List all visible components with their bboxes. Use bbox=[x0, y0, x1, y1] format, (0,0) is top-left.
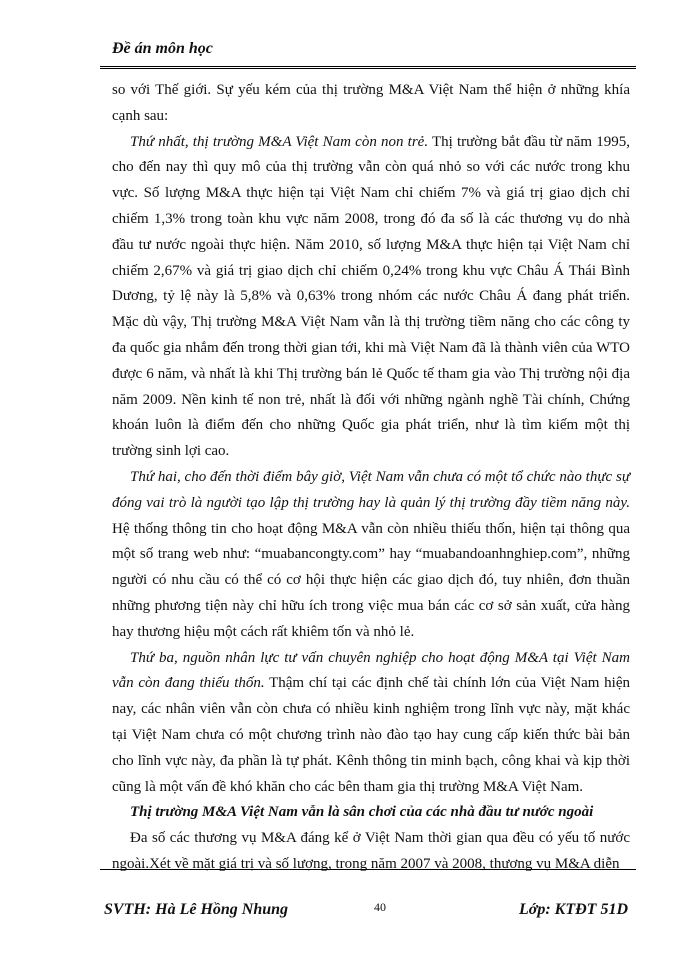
paragraph-third-point bbox=[112, 646, 630, 801]
document-body bbox=[112, 78, 630, 878]
paragraph-intro: so với Thế giới. Sự yếu kém của thị trường M&A Việt Nam thể hiện ở những khía cạnh sau: bbox=[112, 82, 630, 124]
paragraph-foreign-investors: Đa số các thương vụ M&A đáng kể ở Việt Nam thời gian qua đều có yếu tố nước ngoài.Xét về mặt giá trị và số lượng, trong năm 2007 và 2008, thương vụ M&A diễn bbox=[112, 830, 630, 872]
paragraph-second-point bbox=[112, 465, 630, 646]
second-point-text: Hệ thống thông tin cho hoạt động M&A vẫn còn nhiều thiếu thốn, hiện tại thông qua một số trang web như: “muabancongty.com” hay “muabandoanhnghiep.com”, những người có nhu cầu có thể có cơ hội thực hiện các giao dịch đó, tuy nhiên, đơn thuần những phương tiện này chỉ hữu ích trong việc mua bán các cơ sở sản xuất, cửa hàng hay thương hiệu một cách rất khiêm tốn và nhỏ lẻ. bbox=[112, 520, 630, 640]
third-point-lead: Thứ ba, nguồn nhân lực tư vấn chuyên nghiệp cho hoạt động M&A tại Việt Nam vẫn còn đang thiếu thốn. bbox=[112, 649, 630, 692]
footer-divider bbox=[100, 869, 636, 870]
footer-class: Lớp: KTĐT 51D bbox=[518, 901, 628, 918]
section-heading: Thị trường M&A Việt Nam vẫn là sân chơi của các nhà đầu tư nước ngoài bbox=[130, 804, 594, 821]
first-point-lead: Thứ nhất, thị trường M&A Việt Nam còn non trẻ. bbox=[130, 133, 429, 150]
footer-author: SVTH: Hà Lê Hồng Nhung bbox=[104, 901, 289, 918]
second-point-lead: Thứ hai, cho đến thời điểm bây giờ, Việt Nam vẫn chưa có một tổ chức nào thực sự đóng vai trò là người tạo lập thị trường hay là quản lý thị trường đầy tiềm năng này. bbox=[112, 468, 630, 511]
page-header-title: Đề án môn học bbox=[112, 40, 213, 57]
header-divider bbox=[100, 66, 636, 69]
third-point-text: Thậm chí tại các định chế tài chính lớn của Việt Nam hiện nay, các nhân viên vẫn còn chưa có nhiều kinh nghiệm trong lĩnh vực này, mặt khác tại Việt Nam chưa có một chương trình nào đào tạo hay cung cấp kiến thức bài bản cho lĩnh vực này, đa phần là tự phát. Kênh thông tin minh bạch, công khai và kịp thời cũng là một vấn đề khó khăn cho các bên tham gia thị trường M&A Việt Nam. bbox=[112, 675, 630, 795]
first-point-text: Thị trường bắt đầu từ năm 1995, cho đến nay thì quy mô của thị trường vẫn còn quá nhỏ so với các nước trong khu vực. Số lượng M&A thực hiện tại Việt Nam chỉ chiếm 7% và giá trị giao dịch chỉ chiếm 1,3% trong toàn khu vực năm 2008, trong đó đa số là các thương vụ do nhà đầu tư nước ngoài thực hiện. Năm 2010, số lượng M&A thực hiện tại Việt Nam chỉ chiếm 2,67% và giá trị giao dịch chỉ chiếm 0,24% trong khu vực Châu Á Thái Bình Dương, tỷ lệ này là 5,8% và 0,63% trong nhóm các nước Châu Á đang phát triển. Mặc dù vậy, Thị trường M&A Việt Nam vẫn là thị trường tiềm năng cho các công ty đa quốc gia nhắm đến trong thời gian tới, khi mà Việt Nam đã là thành viên của WTO được 6 năm, và nhất là khi Thị trường bán lẻ Quốc tế tham gia vào Thị trường nội địa năm 2009. Nền kinh tế non trẻ, nhất là đối với những ngành nghề Tài chính, Chứng khoán luôn là điểm đến cho những Quốc gia phát triển, như là tìm kiếm một thị trường sinh lợi cao. bbox=[112, 133, 630, 460]
page-number: 40 bbox=[374, 900, 386, 914]
paragraph-first-point bbox=[112, 130, 630, 465]
